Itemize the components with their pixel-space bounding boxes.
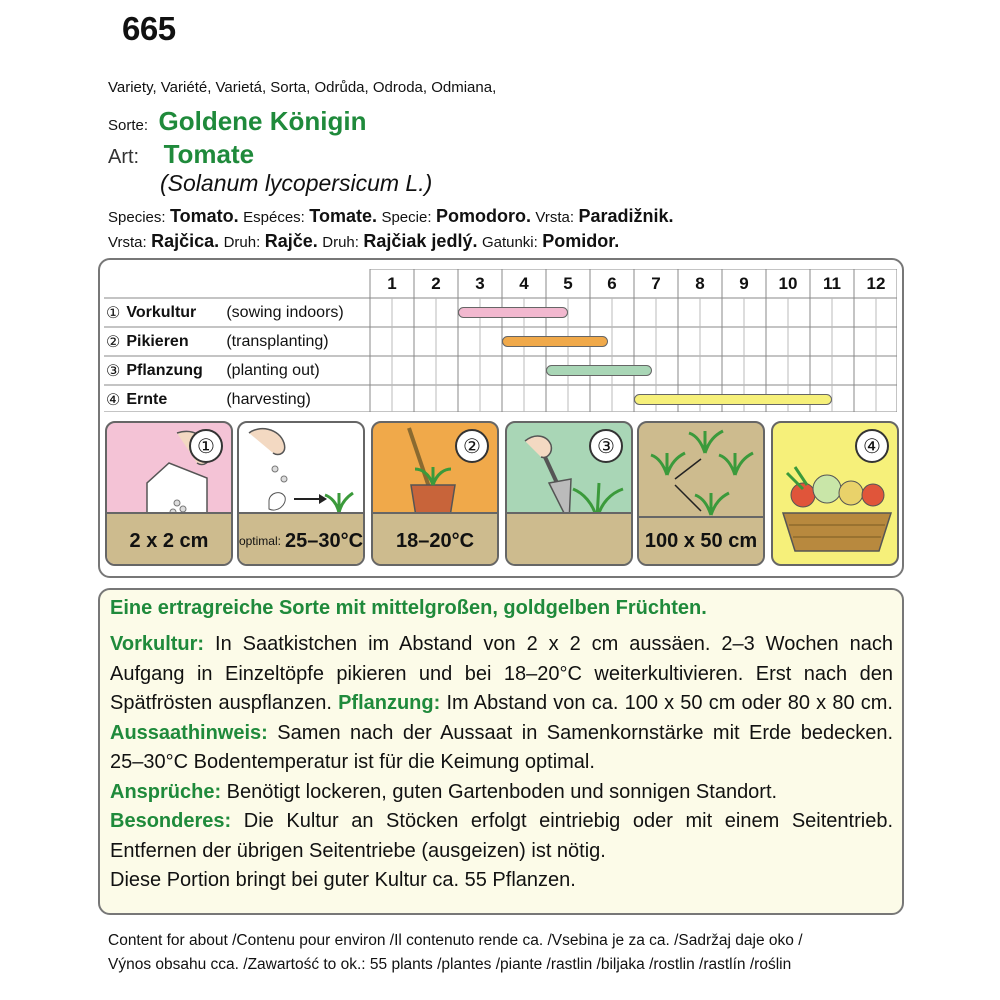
row-pikieren: ② Pikieren (transplanting) (106, 332, 329, 351)
pictogram-caption: 100 x 50 cm (639, 516, 763, 564)
sorte-label: Sorte: (108, 117, 149, 134)
species-name: Tomate (163, 139, 255, 169)
pictogram-sowing (105, 421, 233, 566)
description-body (110, 630, 893, 896)
stage-translation: (sowing indoors) (226, 303, 344, 321)
description-headline: Eine ertragreiche Sorte mit mittelgroßen, goldgelben Früchten. (110, 597, 707, 619)
calendar-bar (502, 336, 608, 347)
species-value: Rajčica (151, 231, 215, 251)
stage-label: Pflanzung (126, 361, 203, 379)
pictogram-caption: optimal: 25–30°C (238, 529, 364, 552)
row-vorkultur: ① Vorkultur (sowing indoors) (106, 303, 344, 322)
portion-text: Diese Portion bringt bei guter Kultur ca. 55 Pflanzen. (110, 869, 576, 891)
pflanzung-text: Im Abstand von ca. 100 x 50 cm oder 80 x 80 cm. (440, 692, 893, 714)
species-value: Tomato (170, 206, 234, 226)
pictogram-spacing (637, 421, 765, 566)
seed-germination-icon (239, 423, 365, 523)
pictogram-transplanting (371, 421, 499, 566)
vorkultur-text: In Saatkistchen im Abstand von 2 x 2 cm aussäen. 2–3 Wochen nach Aufgang in Einzeltöpfe pikieren und bei 18–20°C weiterkultivieren. Erst nach den Spätfrösten auspflanzen. (110, 633, 893, 714)
aussaat-text: Samen nach der Aussaat in Samenkornstärke mit Erde bedecken. 25–30°C Bodentemperatur ist für die Keimung optimal. (110, 721, 893, 773)
ansprueche-text: Benötigt lockeren, guten Gartenboden und sonnigen Standort. (221, 780, 778, 803)
variety-name: Goldene Königin (158, 106, 367, 136)
footer-line-2: Výnos obsahu cca. /Zawartość to ok.: 55 plants /plantes /piante /rastlin /biljaka /rostlin /rastlín /roślin (108, 956, 792, 973)
month-header: 2 (431, 273, 441, 293)
month-header: 8 (695, 273, 705, 293)
step-badge: ③ (589, 429, 623, 463)
month-header: 1 (387, 273, 397, 293)
variety-languages: Variety, Variété, Varietá, Sorta, Odrůda, Odroda, Odmiana, (108, 79, 497, 96)
plant-spacing-icon (639, 423, 765, 523)
stage-label: Pikieren (126, 332, 189, 350)
latin-name: (Solanum lycopersicum L.) (160, 170, 433, 196)
step-badge: ① (189, 429, 223, 463)
month-header: 3 (475, 273, 485, 293)
pictogram-caption (507, 518, 631, 564)
pictogram-planting-out (505, 421, 633, 566)
stage-translation: (transplanting) (226, 332, 329, 350)
species-value: Rajče (264, 231, 313, 251)
calendar-bar (458, 307, 568, 318)
month-header: 11 (823, 273, 841, 293)
species-value: Paradižnik (578, 206, 669, 226)
step-badge: ② (455, 429, 489, 463)
month-header: 4 (519, 273, 529, 293)
species-value: Pomodoro (435, 206, 526, 226)
species-value: Pomidor (542, 231, 615, 251)
stage-label: Ernte (126, 390, 168, 408)
sorte-row (108, 106, 366, 137)
pictogram-caption: 18–20°C (395, 529, 475, 552)
month-header: 6 (607, 273, 617, 293)
calendar-bar (546, 365, 652, 376)
pictogram-germination (237, 421, 365, 566)
step-badge: ④ (855, 429, 889, 463)
pictogram-harvest (771, 421, 899, 566)
besonderes-text: Die Kultur an Stöcken erfolgt eintriebig oder mit einem Seitentrieb. Entfernen der übrigen Seitentriebe (ausgeizen) ist nötig. (110, 810, 893, 862)
pflanzung-label: Pflanzung: (338, 692, 441, 714)
month-header: 12 (866, 273, 886, 293)
species-value: Rajčiak jedlý (363, 231, 473, 251)
month-header: 10 (778, 273, 798, 293)
sowing-calendar (104, 269, 897, 412)
stage-label: Vorkultur (126, 303, 197, 321)
ansprueche-label: Ansprüche: (110, 780, 222, 803)
stage-translation: (harvesting) (226, 390, 311, 408)
aussaat-label: Aussaathinweis: (110, 721, 268, 744)
pictogram-caption: 2 x 2 cm (129, 529, 209, 552)
stage-translation: (planting out) (226, 361, 320, 379)
calendar-bar (634, 394, 832, 405)
footer-line-1: Content for about /Contenu pour environ /Il contenuto rende ca. /Vsebina je za ca. /Sadržaj daje oko / (108, 932, 803, 949)
art-label: Art: (108, 146, 140, 168)
species-line-1: Species: Tomato. Espéces: Tomate. Specie: Pomodoro. Vrsta: Paradižnik. (108, 206, 674, 226)
row-pflanzung: ③ Pflanzung (planting out) (106, 361, 320, 380)
month-header: 9 (739, 273, 749, 293)
month-header: 7 (651, 273, 661, 293)
vorkultur-label: Vorkultur: (110, 633, 205, 655)
month-header: 5 (563, 273, 573, 293)
species-line-2: Vrsta: Rajčica. Druh: Rajče. Druh: Rajčiak jedlý. Gatunki: Pomidor. (108, 231, 620, 251)
art-row (108, 139, 254, 170)
row-ernte: ④ Ernte (harvesting) (106, 390, 311, 409)
besonderes-label: Besonderes: (110, 810, 232, 832)
product-number: 665 (122, 10, 176, 47)
species-value: Tomate (309, 206, 372, 226)
